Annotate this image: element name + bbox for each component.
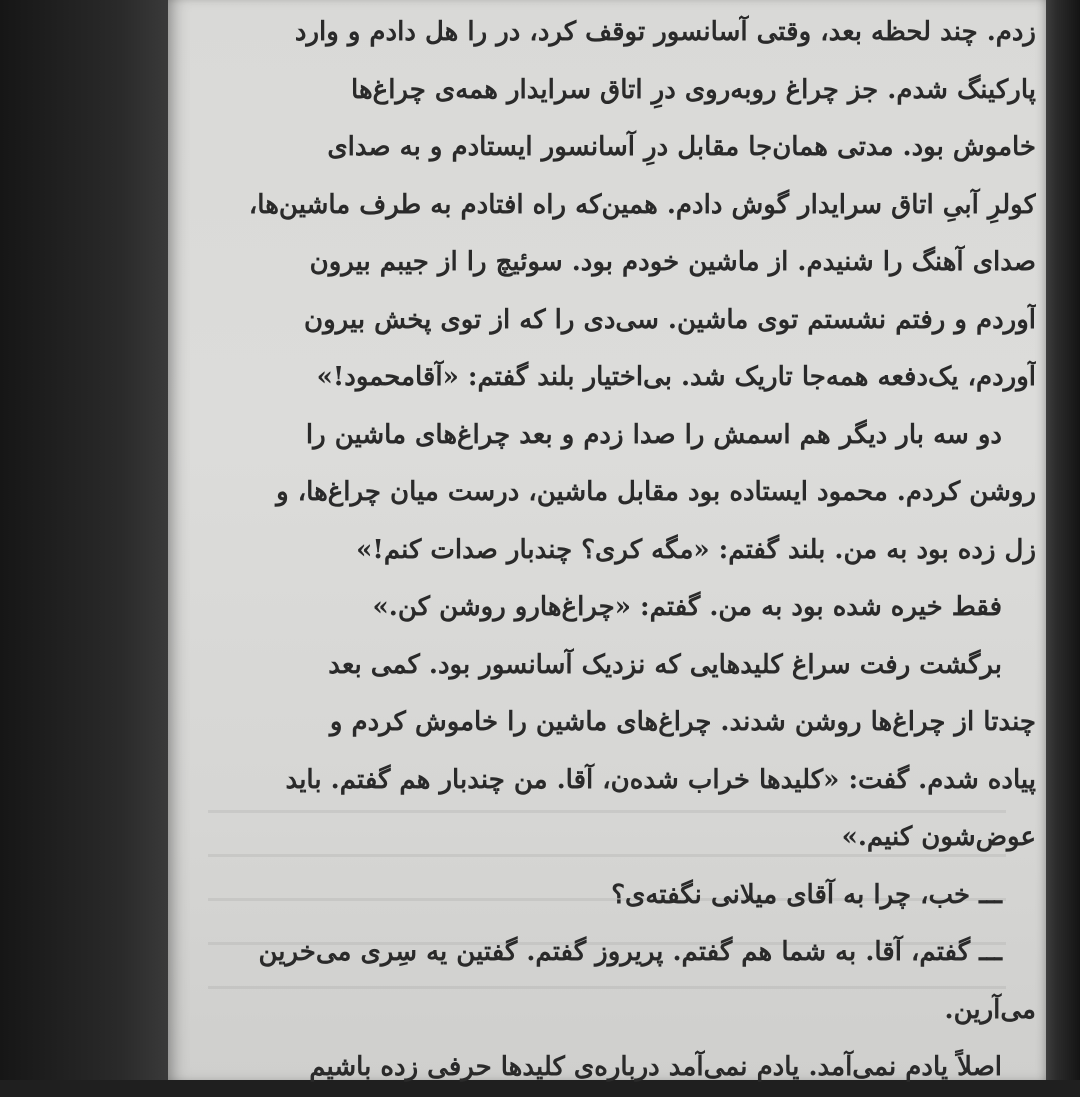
- text-line: چندتا از چراغ‌ها روشن شدند. چراغ‌های ماشین را خاموش کردم و: [329, 707, 1036, 737]
- text-line: صدای آهنگ را شنیدم. از ماشین خودم بود. سوئیچ را از جیبم بیرون: [309, 247, 1036, 277]
- text-line: کولرِ آبیِ اتاق سرایدار گوش دادم. همین‌که راه افتادم به طرف ماشین‌ها،: [248, 189, 1036, 220]
- paragraph-start-line: برگشت رفت سراغ کلیدهایی که نزدیک آسانسور بود. کمی بعد: [328, 649, 1002, 680]
- text-line: عوض‌شون کنیم.»: [841, 822, 1036, 852]
- dialogue-line: ـــ گفتم، آقا. به شما هم گفتم. پریروز گفتم. گفتین یه سِری می‌خرین: [258, 937, 1002, 967]
- text-line: آوردم و رفتم نشستم توی ماشین. سی‌دی را که از توی پخش بیرون: [304, 304, 1036, 335]
- page-text: [182, 4, 1036, 1097]
- left-book-edge: [0, 0, 172, 1080]
- paragraph-start-line: اصلاً یادم نمی‌آمد. یادم نمی‌آمد درباره‌ی کلیدها حرفی زده باشیم: [309, 1052, 1002, 1082]
- paragraph-start-line: دو سه بار دیگر هم اسمش را صدا زدم و بعد چراغ‌های ماشین را: [305, 419, 1002, 450]
- text-line: زل زده بود به من. بلند گفتم: «مگه کری؟ چندبار صدات کنم!»: [356, 534, 1036, 565]
- text-line: می‌آرین.: [944, 994, 1036, 1025]
- text-line: پیاده شدم. گفت: «کلیدها خراب شده‌ن، آقا. من چندبار هم گفتم. باید: [285, 764, 1036, 795]
- text-line: خاموش بود. مدتی همان‌جا مقابل درِ آسانسور ایستادم و به صدای: [327, 132, 1036, 162]
- paragraph-start-line: فقط خیره شده بود به من. گفتم: «چراغ‌هارو روشن کن.»: [372, 592, 1002, 622]
- right-book-edge: [1040, 0, 1080, 1080]
- text-line: آوردم، یک‌دفعه همه‌جا تاریک شد. بی‌اختیار بلند گفتم: «آقامحمود!»: [316, 362, 1036, 392]
- text-line: زدم. چند لحظه بعد، وقتی آسانسور توقف کرد، در را هل دادم و وارد: [294, 17, 1036, 47]
- book-page: [168, 0, 1046, 1080]
- text-line: روشن کردم. محمود ایستاده بود مقابل ماشین، درست میان چراغ‌ها، و: [276, 477, 1036, 507]
- text-line: پارکینگ شدم. جز چراغ روبه‌روی درِ اتاق سرایدار همه‌ی چراغ‌ها: [351, 74, 1036, 105]
- dialogue-line: ـــ خب، چرا به آقای میلانی نگفته‌ی؟: [611, 879, 1002, 910]
